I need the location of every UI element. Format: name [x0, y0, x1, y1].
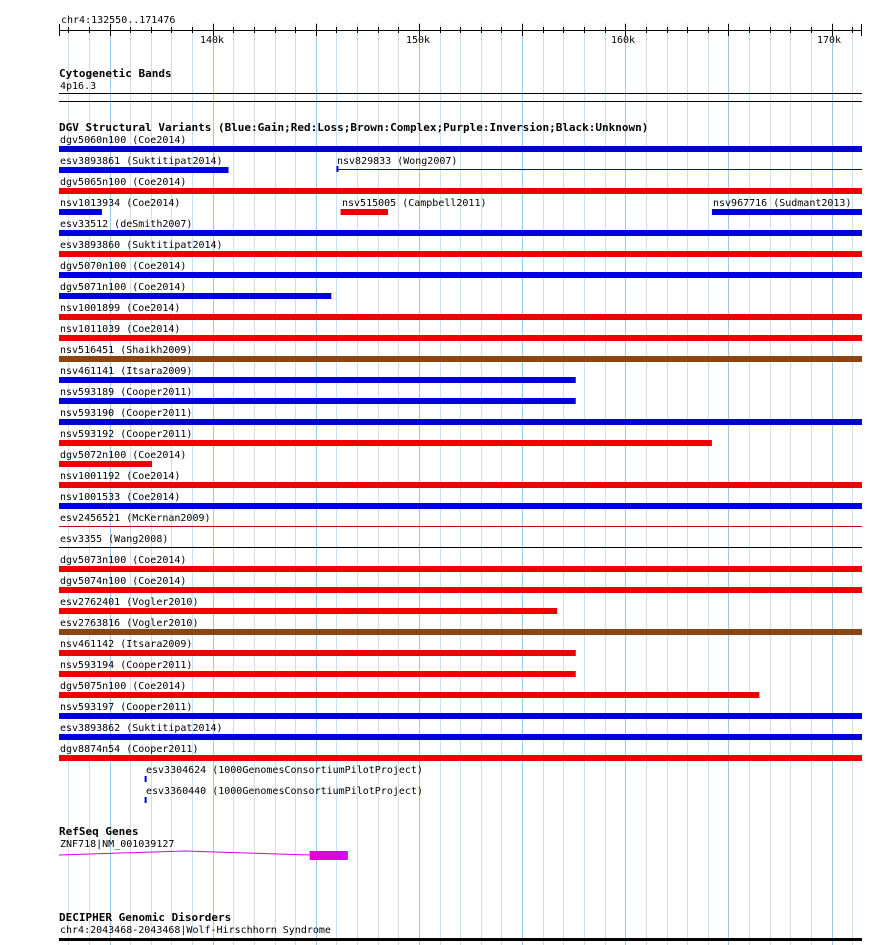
variant-label[interactable]: dgv8874n54 (Cooper2011) — [60, 744, 199, 755]
variant-bar — [59, 755, 862, 761]
variant-bar — [59, 419, 862, 425]
variant-bar — [59, 398, 576, 404]
variant-label[interactable]: dgv5072n100 (Coe2014) — [60, 450, 187, 461]
variant-label[interactable]: esv3893861 (Suktitipat2014) — [60, 156, 223, 167]
decipher-track-title: DECIPHER Genomic Disorders — [59, 911, 232, 924]
variant-label[interactable]: esv2763816 (Vogler2010) — [60, 618, 199, 629]
variant-bar — [59, 230, 862, 236]
variant-bar — [59, 713, 862, 719]
gene-exon-block — [310, 851, 348, 860]
variant-bar — [59, 629, 862, 635]
variant-bar — [59, 608, 557, 614]
variant-label[interactable]: esv2762401 (Vogler2010) — [60, 597, 199, 608]
variant-label[interactable]: dgv5065n100 (Coe2014) — [60, 177, 187, 188]
variant-bar — [59, 251, 862, 257]
ruler-tick-label: 140k — [200, 35, 225, 46]
variant-bar — [145, 776, 147, 782]
variant-bar — [59, 671, 576, 677]
variant-label[interactable]: nsv1001533 (Coe2014) — [60, 492, 181, 503]
ruler-position-label: chr4:132550..171476 — [61, 15, 176, 26]
variant-label[interactable]: nsv967716 (Sudmant2013) — [713, 198, 852, 209]
variant-bar — [59, 335, 862, 341]
cytogenetic-bands-title: Cytogenetic Bands — [59, 67, 172, 80]
refseq-genes-title: RefSeq Genes — [59, 825, 139, 838]
variant-bar — [59, 734, 862, 740]
variant-bar — [59, 314, 862, 320]
variant-bar — [59, 692, 759, 698]
variant-label[interactable]: nsv593197 (Cooper2011) — [60, 702, 193, 713]
variant-bar — [59, 587, 862, 593]
variant-bar — [712, 209, 862, 215]
variant-label[interactable]: nsv593192 (Cooper2011) — [60, 429, 193, 440]
variant-label[interactable]: dgv5073n100 (Coe2014) — [60, 555, 187, 566]
variant-label[interactable]: nsv829833 (Wong2007) — [337, 156, 458, 167]
variant-label[interactable]: esv3360440 (1000GenomesConsortiumPilotProject) — [146, 786, 423, 797]
variant-label[interactable]: nsv1001192 (Coe2014) — [60, 471, 181, 482]
variant-label[interactable]: dgv5074n100 (Coe2014) — [60, 576, 187, 587]
dgv-track-title: DGV Structural Variants (Blue:Gain;Red:Loss;Brown:Complex;Purple:Inversion;Black:Unknown) — [59, 121, 649, 134]
variant-bar — [59, 293, 331, 299]
variant-bar — [341, 209, 388, 215]
variant-bar — [59, 377, 576, 383]
variant-bar — [59, 566, 862, 572]
variant-bar — [145, 797, 147, 803]
variant-label[interactable]: nsv516451 (Shaikh2009) — [60, 345, 193, 356]
gene-label[interactable]: ZNF718|NM_001039127 — [60, 839, 175, 850]
variant-bar — [59, 272, 862, 278]
variant-bar — [59, 461, 152, 467]
variant-label[interactable]: dgv5060n100 (Coe2014) — [60, 135, 187, 146]
decipher-entry-label[interactable]: chr4:2043468-2043468|Wolf-Hirschhorn Syndrome — [60, 925, 331, 936]
variant-label[interactable]: nsv515005 (Campbell2011) — [342, 198, 487, 209]
variant-label[interactable]: esv2456521 (McKernan2009) — [60, 513, 211, 524]
ruler-tick-label: 150k — [406, 35, 431, 46]
variant-bar — [59, 188, 862, 194]
variant-label[interactable]: nsv1001899 (Coe2014) — [60, 303, 181, 314]
variant-label[interactable]: esv33512 (deSmith2007) — [60, 219, 193, 230]
cytoband-label: 4p16.3 — [60, 81, 97, 92]
gene-intron-line — [59, 851, 310, 855]
variant-label[interactable]: dgv5071n100 (Coe2014) — [60, 282, 187, 293]
variant-label[interactable]: nsv461141 (Itsara2009) — [60, 366, 193, 377]
variant-label[interactable]: nsv593194 (Cooper2011) — [60, 660, 193, 671]
variant-label[interactable]: dgv5075n100 (Coe2014) — [60, 681, 187, 692]
variant-label[interactable]: nsv461142 (Itsara2009) — [60, 639, 193, 650]
variant-label[interactable]: esv3893860 (Suktitipat2014) — [60, 240, 223, 251]
variant-bar — [59, 503, 862, 509]
variant-bar — [59, 650, 576, 656]
variant-label[interactable]: nsv593189 (Cooper2011) — [60, 387, 193, 398]
variant-bar — [59, 146, 862, 152]
variant-bar — [59, 440, 712, 446]
ruler-tick-label: 160k — [611, 35, 636, 46]
variant-label[interactable]: esv3893862 (Suktitipat2014) — [60, 723, 223, 734]
variant-label[interactable]: esv3355 (Wang2008) — [60, 534, 169, 545]
variant-label[interactable]: nsv1011039 (Coe2014) — [60, 324, 181, 335]
variant-label[interactable]: esv3304624 (1000GenomesConsortiumPilotProject) — [146, 765, 423, 776]
variant-label[interactable]: dgv5070n100 (Coe2014) — [60, 261, 187, 272]
variant-label[interactable]: nsv1013934 (Coe2014) — [60, 198, 181, 209]
variant-bar — [59, 356, 862, 362]
variant-bar — [59, 167, 229, 173]
decipher-bar — [59, 938, 862, 941]
variant-bar — [59, 209, 102, 215]
variant-bar — [59, 482, 862, 488]
variant-label[interactable]: nsv593190 (Cooper2011) — [60, 408, 193, 419]
ruler-tick-label: 170k — [817, 35, 842, 46]
